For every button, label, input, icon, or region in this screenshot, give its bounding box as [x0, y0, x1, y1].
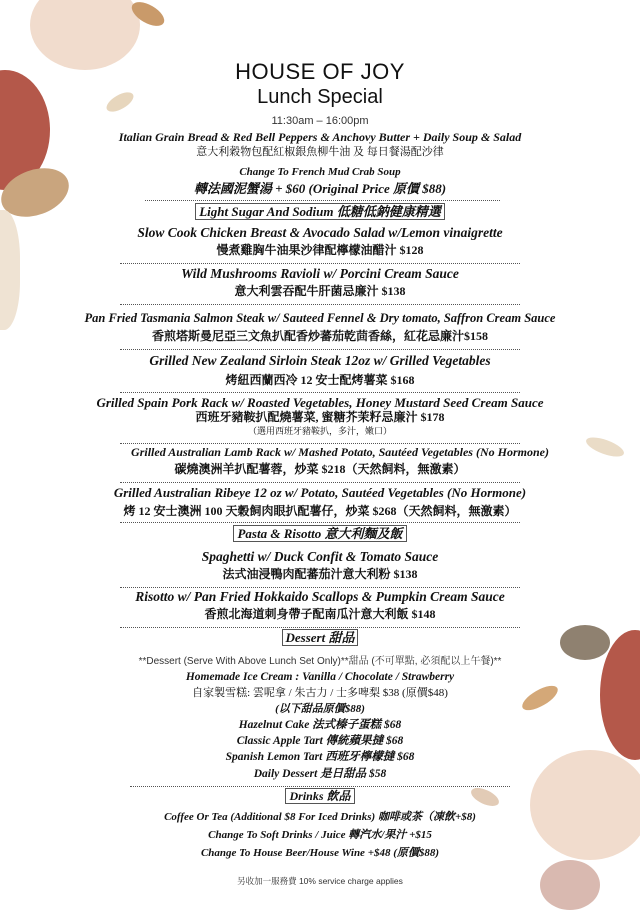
service-charge-note: 另收加一服務費 10% service charge applies [237, 876, 403, 886]
divider [120, 304, 520, 305]
pasta-item-cn: 法式油浸鴨肉配蕃茄汁意大利粉 $138 [222, 567, 418, 581]
dessert-item: Spanish Lemon Tart 西班牙檸檬撻 $68 [225, 751, 415, 763]
menu-item-note: （選用西班牙豬鞍扒，多汁，嫩口） [247, 426, 392, 436]
menu-item-cn: 烤 12 安士澳洲 100 天穀飼肉眼扒配薯仔，炒菜 $268（天然飼料，無激素） [123, 504, 517, 518]
menu-subtitle: Lunch Special [257, 86, 383, 108]
pasta-item-en: Risotto w/ Pan Fried Hokkaido Scallops & Pumpkin Cream Sauce [135, 589, 505, 604]
soup-upgrade-en: Change To French Mud Crab Soup [239, 166, 401, 178]
divider [120, 349, 520, 350]
menu-item-cn: 香煎塔斯曼尼亞三文魚扒配香炒蕃茄乾茴香絲，紅花忌廉汁$158 [151, 329, 488, 343]
menu-item-en: Pan Fried Tasmania Salmon Steak w/ Sauteed Fennel & Dry tomato, Saffron Cream Sauce [84, 311, 556, 325]
menu-item-en: Grilled Australian Ribeye 12 oz w/ Potato, Sautéed Vegetables (No Hormone) [113, 485, 527, 500]
restaurant-title: HOUSE OF JOY [235, 59, 405, 84]
drink-item: Coffee Or Tea (Additional $8 For Iced Drinks) 咖啡或茶（凍飲+$8) [164, 811, 476, 823]
menu-item-en: Grilled New Zealand Sirloin Steak 12oz w/ Grilled Vegetables [149, 353, 491, 368]
divider [120, 482, 520, 483]
menu-item-en: Grilled Australian Lamb Rack w/ Mashed Potato, Sautéed Vegetables (No Hormone) [131, 445, 549, 459]
menu-item-en: Grilled Spain Pork Rack w/ Roasted Vegetables, Honey Mustard Seed Cream Sauce [96, 395, 544, 410]
section-drinks: Drinks 飲品 [285, 788, 354, 804]
divider [145, 200, 500, 201]
menu-item-cn: 烤紐西蘭西冷 12 安士配烤薯菜 $168 [225, 373, 415, 387]
divider [120, 263, 520, 264]
menu-item-cn: 意大利雲吞配牛肝菌忌廉汁 $138 [234, 284, 406, 298]
dessert-item: Hazelnut Cake 法式榛子蛋糕 $68 [238, 719, 402, 731]
divider [120, 587, 520, 588]
soup-upgrade-cn: 轉法國泥蟹湯 + $60 (Original Price 原價 $88) [193, 181, 447, 196]
pasta-item-cn: 香煎北海道刺身帶子配南瓜汁意大利飯 $148 [204, 607, 436, 621]
section-dessert: Dessert 甜品 [282, 629, 359, 646]
intro-cn: 意大利穀物包配紅椒銀魚柳牛油 及 每日餐湯配沙律 [196, 146, 444, 158]
intro-en: Italian Grain Bread & Red Bell Peppers & Anchovy Butter + Daily Soup & Salad [118, 130, 522, 144]
divider [120, 392, 520, 393]
drink-item: Change To House Beer/House Wine +$48 (原價$88) [200, 847, 440, 859]
dessert-item: Daily Dessert 是日甜品 $58 [253, 768, 387, 780]
menu-item-cn: 慢煮雞胸牛油果沙律配檸檬油醋汁 $128 [216, 243, 424, 257]
menu-item-en: Slow Cook Chicken Breast & Avocado Salad w/Lemon vinaigrette [137, 225, 503, 240]
divider [120, 627, 520, 628]
dessert-item: Classic Apple Tart 傳統蘋果撻 $68 [236, 735, 404, 747]
drink-item: Change To Soft Drinks / Juice 轉汽水/果汁 +$15 [208, 829, 432, 841]
menu-item-en: Wild Mushrooms Ravioli w/ Porcini Cream Sauce [181, 266, 459, 281]
divider [120, 522, 520, 523]
ice-cream-cn: 自家製雪糕: 雲呢拿 / 朱古力 / 士多啤梨 $38 (原價$48) [192, 687, 448, 699]
pasta-item-en: Spaghetti w/ Duck Confit & Tomato Sauce [201, 549, 439, 564]
menu-item-cn: 碳燒澳洲羊扒配薯蓉，炒菜 $218（天然飼料，無激素） [174, 462, 466, 476]
ice-cream-en: Homemade Ice Cream : Vanilla / Chocolate / Strawberry [185, 671, 455, 683]
section-pasta-risotto: Pasta & Risotto 意大利麵及飯 [233, 525, 406, 542]
service-hours: 11:30am – 16:00pm [271, 115, 369, 127]
dessert-note: **Dessert (Serve With Above Lunch Set Only)**甜品 (不可單點, 必須配以上午餐)** [138, 656, 502, 667]
section-light-sugar: Light Sugar And Sodium 低糖低鈉健康精選 [195, 203, 445, 220]
dessert-original-price: (以下甜品原價$88) [275, 703, 365, 715]
menu-item-cn: 西班牙豬鞍扒配燒薯菜, 蜜糖芥茉籽忌廉汁 $178 [195, 410, 445, 424]
divider [130, 786, 510, 787]
